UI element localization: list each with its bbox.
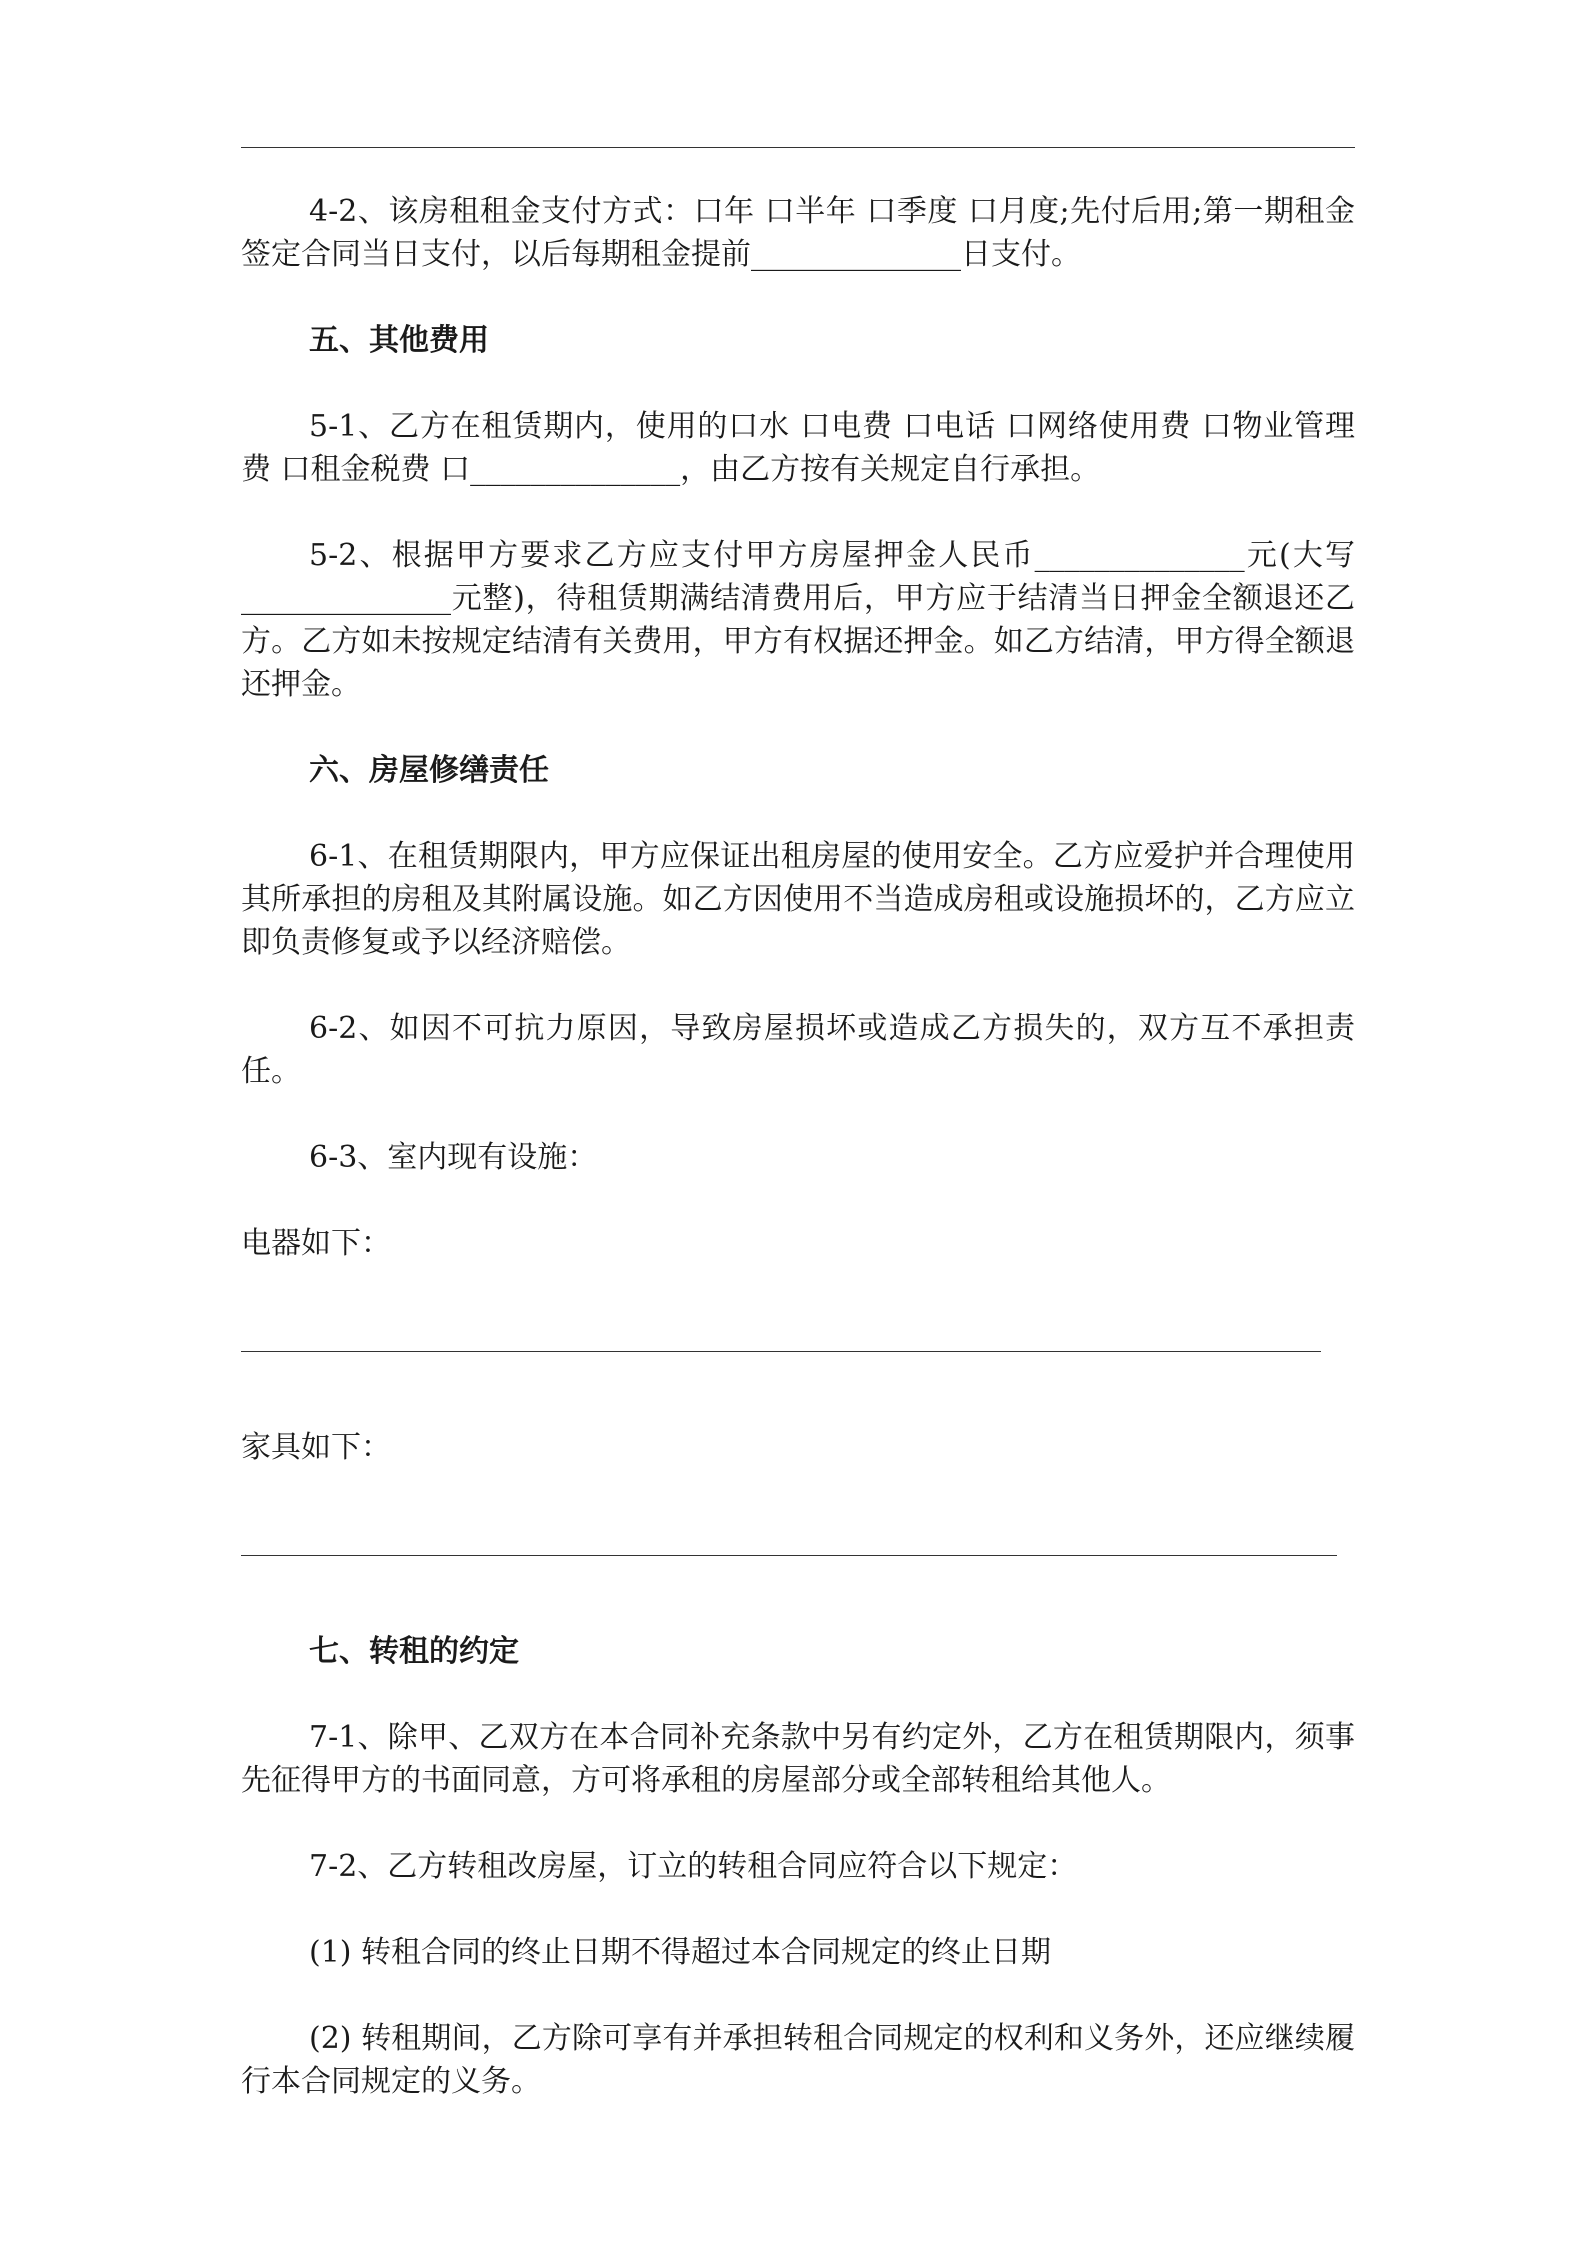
clause-7-2: 7-2、乙方转租改房屋，订立的转租合同应符合以下规定： bbox=[309, 1849, 1078, 1884]
section-5-heading: 五、其他费用 bbox=[309, 323, 489, 358]
clause-6-1: 6-1、在租赁期限内，甲方应保证出租房屋的使用安全。乙方应爱护并合理使用其所承担的房租及其附属设施。如乙方因使用不当造成房租或设施损坏的，乙方应立即负责修复或予以经济赔偿。 bbox=[241, 839, 1355, 960]
section-6-heading: 六、房屋修缮责任 bbox=[309, 753, 549, 788]
clause-4-2: 4-2、该房租租金支付方式：口年 口半年 口季度 口月度;先付后用;第一期租金签定合同当日支付，以后每期租金提前______________日支付。 bbox=[241, 194, 1355, 272]
clause-5-2: 5-2、根据甲方要求乙方应支付甲方房屋押金人民币______________元(大写______________元整)，待租赁期满结清费用后，甲方应于结清当日押金全额退还乙方。乙方如未按规定结清有关费用，甲方有权据还押金。如乙方结清，甲方得全额退还押金。 bbox=[241, 538, 1356, 702]
header-rule bbox=[241, 147, 1355, 148]
clause-7-2-item-2: (2) 转租期间，乙方除可享有并承担转租合同规定的权利和义务外，还应继续履行本合同规定的义务。 bbox=[241, 2021, 1355, 2099]
clause-7-1: 7-1、除甲、乙双方在本合同补充条款中另有约定外，乙方在租赁期限内，须事先征得甲方的书面同意，方可将承租的房屋部分或全部转租给其他人。 bbox=[241, 1720, 1355, 1798]
clause-5-1: 5-1、乙方在租赁期内，使用的口水 口电费 口电话 口网络使用费 口物业管理费 口租金税费 口______________，由乙方按有关规定自行承担。 bbox=[241, 409, 1355, 487]
clause-6-3: 6-3、室内现有设施： bbox=[309, 1140, 598, 1175]
furniture-label: 家具如下： bbox=[241, 1430, 391, 1465]
document-page bbox=[241, 190, 1355, 2103]
appliances-label: 电器如下： bbox=[241, 1226, 391, 1261]
clause-7-2-item-1: (1) 转租合同的终止日期不得超过本合同规定的终止日期 bbox=[309, 1935, 1052, 1970]
clause-6-2: 6-2、如因不可抗力原因，导致房屋损坏或造成乙方损失的，双方互不承担责任。 bbox=[241, 1011, 1355, 1089]
section-7-heading: 七、转租的约定 bbox=[309, 1634, 519, 1669]
